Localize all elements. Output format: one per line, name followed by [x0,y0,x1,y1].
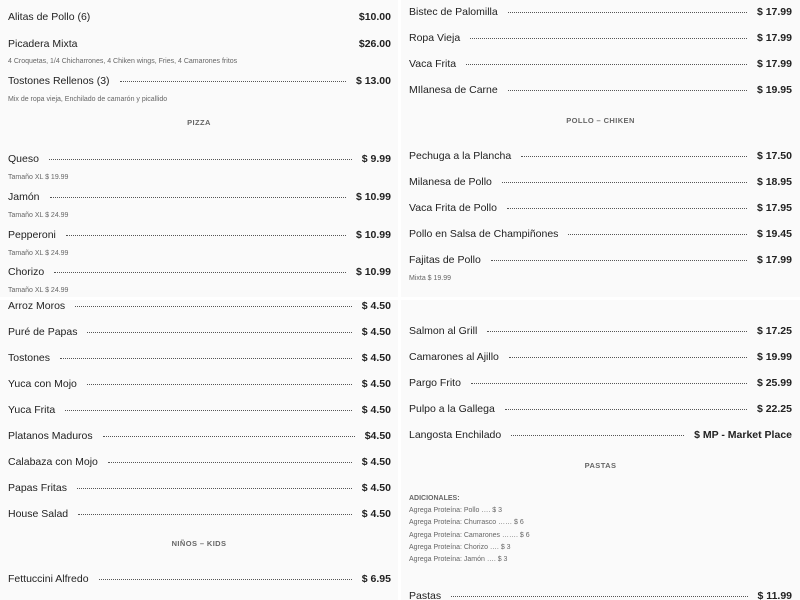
item-price: $ 10.99 [355,191,391,203]
item-price: $ 17.99 [756,254,792,266]
menu-item[interactable] [409,427,792,443]
item-price: $ 17.99 [756,58,792,70]
section-title-pastas: PASTAS [584,461,617,470]
menu-item[interactable] [409,174,792,190]
item-name: Pepperoni [8,229,56,241]
item-price: $ 4.50 [361,326,391,338]
adicional-line: Agrega Proteína: Camarones ……. $ 6 [409,531,530,539]
menu-item[interactable] [409,82,792,98]
leader-dots [508,12,747,13]
leader-dots [108,462,352,463]
item-name: Pargo Frito [409,377,461,389]
adicionales-header: ADICIONALES: [409,495,460,502]
menu-item[interactable] [8,454,391,470]
leader-dots [99,579,352,580]
menu-item[interactable] [8,227,391,243]
menu-item[interactable] [8,350,391,366]
menu-item[interactable] [8,480,391,496]
leader-dots [508,90,747,91]
leader-dots [505,409,747,410]
leader-dots [470,38,747,39]
menu-item[interactable] [409,323,792,339]
item-price: $ 17.99 [756,32,792,44]
menu-item[interactable] [409,252,792,268]
leader-dots [509,357,747,358]
item-price: $ 17.25 [756,325,792,337]
item-note: Mixta $ 19.99 [409,275,452,282]
item-price: $4.50 [364,430,391,442]
item-price: $10.00 [358,11,391,23]
adicional-line: Agrega Proteína: Jamón …. $ 3 [409,556,508,564]
item-note: Tamaño XL $ 24.99 [8,212,69,219]
leader-dots [466,64,747,65]
item-price: $ 11.99 [757,590,792,600]
item-price: $ 25.99 [756,377,792,389]
adicional-line: Agrega Proteína: Churrasco …… $ 6 [409,519,524,527]
item-price: $ 4.50 [361,508,391,520]
item-note: Tamaño XL $ 24.99 [8,287,69,294]
menu-item[interactable] [409,401,792,417]
menu-item[interactable] [8,571,391,587]
adicionales-block [409,493,530,566]
item-name: Papas Fritas [8,482,67,494]
menu-item[interactable] [409,375,792,391]
item-note: 4 Croquetas, 1/4 Chicharrones, 4 Chiken wings, Fries, 4 Camarones fritos [8,58,238,65]
leader-dots [502,182,747,183]
item-price: $ 4.50 [361,352,391,364]
item-name: Pechuga a la Plancha [409,150,512,162]
item-price: $ 19.99 [756,351,792,363]
item-name: Puré de Papas [8,326,78,338]
item-name: Ropa Vieja [409,32,461,44]
item-name: Vaca Frita de Pollo [409,202,497,214]
leader-dots [87,332,351,333]
item-name: Fettuccini Alfredo [8,573,89,585]
leader-dots [120,81,346,82]
leader-dots [507,208,747,209]
menu-panel-top-left [0,0,398,297]
leader-dots [103,436,355,437]
menu-item[interactable] [8,300,391,314]
menu-item[interactable] [409,200,792,216]
leader-dots [487,331,747,332]
item-price: $ 10.99 [355,266,391,278]
leader-dots [491,260,747,261]
item-name: Bistec de Palomilla [409,6,498,18]
item-note: Tamaño XL $ 24.99 [8,250,69,257]
item-name: Milanesa de Pollo [409,176,492,188]
menu-item[interactable] [8,376,391,392]
item-name: Jamón [8,191,40,203]
item-price: $ 22.25 [756,403,792,415]
menu-panel-top-right [401,0,800,297]
item-name: Calabaza con Mojo [8,456,98,468]
leader-dots [54,272,346,273]
adicional-line: Agrega Proteína: Pollo …. $ 3 [409,507,502,515]
item-price: $ 4.50 [361,482,391,494]
item-name: Platanos Maduros [8,430,93,442]
menu-item[interactable] [8,428,391,444]
menu-item[interactable] [8,9,391,25]
leader-dots [60,358,352,359]
item-name: Yuca con Mojo [8,378,77,390]
item-price: $ 4.50 [361,404,391,416]
section-title-pizza: PIZZA [187,118,211,127]
item-price: $ 17.50 [756,150,792,162]
leader-dots [568,234,747,235]
leader-dots [471,383,747,384]
menu-panel-bottom-right [401,300,800,600]
item-price: $ 19.45 [756,228,792,240]
leader-dots [65,410,352,411]
item-price: $ 6.95 [361,573,391,585]
menu-item[interactable] [409,226,792,242]
menu-item[interactable] [8,189,391,205]
menu-item[interactable] [8,73,391,89]
item-name: Camarones al Ajillo [409,351,499,363]
item-name: Chorizo [8,266,45,278]
item-name: Pastas [409,590,442,600]
leader-dots [50,197,346,198]
menu-panel-bottom-left [0,300,398,600]
leader-dots [521,156,747,157]
leader-dots [511,435,684,436]
leader-dots [66,235,346,236]
menu-item[interactable] [8,264,391,280]
item-note: Tamaño XL $ 19.99 [8,174,69,181]
item-name: Salmon al Grill [409,325,478,337]
leader-dots [451,596,747,597]
leader-dots [49,159,352,160]
menu-item[interactable] [8,324,391,340]
item-price: $26.00 [358,38,391,50]
item-name: Arroz Moros [8,300,66,312]
item-price: $ 10.99 [355,229,391,241]
menu-item[interactable] [409,56,792,72]
menu-item[interactable] [8,36,391,52]
item-price: $ 4.50 [361,300,391,312]
item-price: $ 9.99 [361,153,391,165]
item-name: House Salad [8,508,69,520]
item-price: $ 18.95 [756,176,792,188]
menu-item[interactable] [409,148,792,164]
item-price: $ MP - Market Place [694,429,792,441]
menu-item[interactable] [8,402,391,418]
item-price: $ 4.50 [361,456,391,468]
item-name: Vaca Frita [409,58,457,70]
adicional-line: Agrega Proteína: Chorizo …. $ 3 [409,543,511,551]
item-name: Pollo en Salsa de Champiñones [409,228,559,240]
item-price: $ 17.99 [756,6,792,18]
item-name: Tostones Rellenos (3) [8,75,110,87]
leader-dots [75,306,352,307]
item-name: Picadera Mixta [8,38,78,50]
item-price: $ 13.00 [355,75,391,87]
item-price: $ 19.95 [756,84,792,96]
menu-item[interactable] [8,151,391,167]
item-name: Fajitas de Pollo [409,254,481,266]
item-price: $ 17.95 [756,202,792,214]
menu-item[interactable] [409,4,792,20]
menu-item[interactable] [409,349,792,365]
menu-item[interactable] [409,30,792,46]
item-note: Mix de ropa vieja, Enchilado de camarón y picallido [8,96,168,103]
menu-item[interactable] [8,506,391,522]
section-title-kids: NIÑOS – KIDS [171,539,227,548]
section-title-pollo: POLLO – CHIKEN [566,116,635,125]
item-name: Langosta Enchilado [409,429,502,441]
leader-dots [87,384,352,385]
leader-dots [78,514,352,515]
item-name: Alitas de Pollo (6) [8,11,91,23]
item-name: Tostones [8,352,51,364]
item-name: Queso [8,153,39,165]
menu-item[interactable] [409,588,792,600]
item-name: MIlanesa de Carne [409,84,498,96]
item-price: $ 4.50 [361,378,391,390]
item-name: Yuca Frita [8,404,56,416]
item-name: Pulpo a la Gallega [409,403,495,415]
leader-dots [77,488,352,489]
